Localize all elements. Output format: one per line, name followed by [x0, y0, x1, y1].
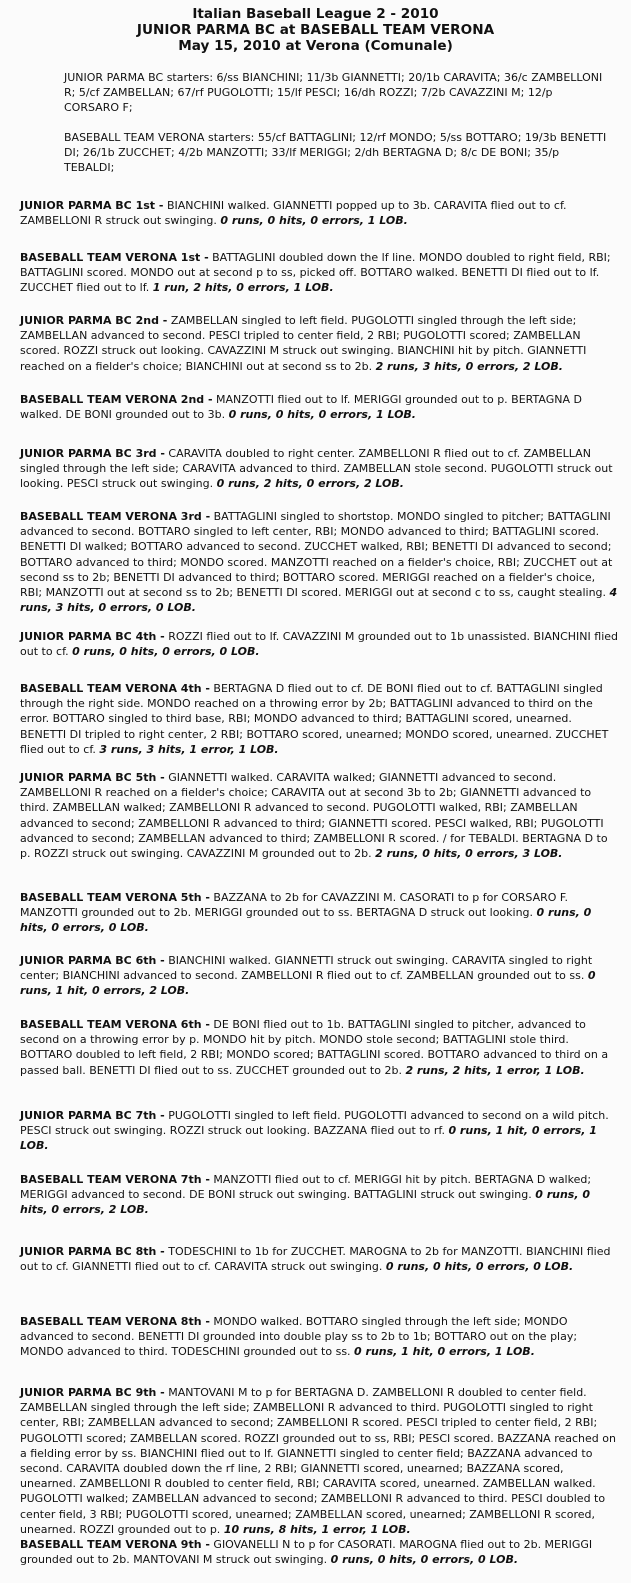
play-by-play: MANTOVANI M to p for BERTAGNA D. ZAMBELLONI R doubled to center field. ZAMBELLAN singled through the left side; ZAMBELLONI R advanced to third. PUGOLOTTI singled to right center, RBI; ZAMBELLAN advanced to second; ZAMBELLONI R scored. PESCI tripled to center field, 2 RBI; PUGOLOTTI scored; ZAMBELLAN scored. ROZZI grounded out to ss, RBI; PESCI scored. BAZZANA reached on a fielding error by ss. BIANCHINI flied out to lf. GIANNETTI singled to center field; BAZZANA advanced to second. CARAVITA doubled down the rf line, 2 RBI; GIANNETTI scored, unearned; BAZZANA scored, unearned. ZAMBELLONI R doubled to center field, RBI; CARAVITA scored, unearned. ZAMBELLAN walked. PUGOLOTTI walked; ZAMBELLAN advanced to second; ZAMBELLONI R advanced to third. PESCI doubled to center field, 3 RBI; PUGOLOTTI scored, unearned; ZAMBELLAN scored, unearned; ZAMBELLONI R scored, unearned. ROZZI grounded out to p.	[20, 1386, 616, 1536]
inning-summary: 1 run, 2 hits, 0 errors, 1 LOB.	[152, 281, 334, 295]
inning-summary: 3 runs, 3 hits, 1 error, 1 LOB.	[99, 742, 279, 756]
play-by-play: BATTAGLINI singled to shortstop. MONDO singled to pitcher; BATTAGLINI advanced to second. BOTTARO singled to left center, RBI; MONDO advanced to third; BATTAGLINI scored. BENETTI DI walked; BOTTARO advanced to second. ZUCCHET walked, RBI; BENETTI DI advanced to second; BOTTARO advanced to third; MONDO scored. MANZOTTI reached on a fielder's choice, RBI; ZUCCHET out at second ss to 2b; BENETTI DI advanced to third; BOTTARO scored. MERIGGI reached on a fielder's choice, RBI; MANZOTTI out at second ss to 2b; BENETTI DI scored. MERIGGI out at second c to ss, caught stealing.	[20, 510, 613, 600]
inning-summary: 0 runs, 0 hits, 0 errors, 1 LOB.	[220, 214, 408, 228]
inning-summary: 2 runs, 3 hits, 0 errors, 2 LOB.	[375, 359, 563, 373]
inning-team: BASEBALL TEAM VERONA 3rd -	[20, 510, 211, 523]
inning-entry	[20, 509, 618, 615]
play-by-play: CARAVITA doubled to right center. ZAMBELLONI R flied out to cf. ZAMBELLAN singled through the left side; CARAVITA advanced to third. ZAMBELLAN stole second. PUGOLOTTI struck out looking. PESCI struck out swinging.	[20, 447, 613, 491]
inning-team: BASEBALL TEAM VERONA 4th -	[20, 682, 210, 695]
inning-summary: 0 runs, 0 hits, 0 errors, 0 LOB.	[72, 645, 260, 659]
inning-entry	[20, 1385, 618, 1537]
inning-entry	[20, 392, 618, 422]
inning-entry	[20, 250, 618, 296]
inning-team: JUNIOR PARMA BC 1st -	[20, 199, 164, 212]
inning-team: BASEBALL TEAM VERONA 6th -	[20, 1018, 210, 1031]
inning-summary: 4 runs, 3 hits, 0 errors, 0 LOB.	[20, 586, 618, 615]
inning-entry	[20, 1017, 618, 1078]
inning-team: BASEBALL TEAM VERONA 2nd -	[20, 393, 213, 406]
inning-summary: 0 runs, 0 hits, 0 errors, 0 LOB.	[330, 1553, 519, 1567]
inning-team: JUNIOR PARMA BC 7th -	[20, 1109, 165, 1122]
inning-entry	[20, 313, 618, 374]
play-by-play: GIANNETTI walked. CARAVITA walked; GIANNETTI advanced to second. ZAMBELLONI R reached on a fielder's choice; CARAVITA out at second 3b to 2b; GIANNETTI advanced to third. ZAMBELLAN walked; ZAMBELLONI R advanced to second. PUGOLOTTI walked, RBI; ZAMBELLAN advanced to second; ZAMBELLONI R advanced to third; GIANNETTI scored. PESCI walked, RBI; PUGOLOTTI advanced to second; ZAMBELLAN advanced to third; ZAMBELLONI R scored. / for TEBALDI. BERTAGNA D to p. ROZZI struck out swinging. CAVAZZINI M grounded out to 2b.	[20, 771, 608, 861]
play-by-play: ZAMBELLAN singled to left field. PUGOLOTTI singled through the left side; ZAMBELLAN advanced to second. PESCI tripled to center field, 2 RBI; PUGOLOTTI scored; ZAMBELLAN scored. ROZZI struck out looking. CAVAZZINI M struck out swinging. BIANCHINI hit by pitch. GIANNETTI reached on a fielder's choice; BIANCHINI out at second ss to 2b.	[20, 314, 587, 373]
inning-summary: 0 runs, 0 hits, 0 errors, 2 LOB.	[20, 1188, 591, 1217]
inning-summary: 0 runs, 0 hits, 0 errors, 1 LOB.	[228, 408, 416, 422]
inning-entry	[20, 890, 618, 936]
inning-team: BASEBALL TEAM VERONA 7th -	[20, 1173, 210, 1186]
inning-summary: 0 runs, 1 hit, 0 errors, 2 LOB.	[20, 969, 596, 998]
inning-summary: 0 runs, 0 hits, 0 errors, 0 LOB.	[20, 906, 592, 935]
inning-team: JUNIOR PARMA BC 8th -	[20, 1245, 165, 1258]
inning-summary: 2 runs, 2 hits, 1 error, 1 LOB.	[405, 1063, 585, 1077]
inning-summary: 10 runs, 8 hits, 1 error, 1 LOB.	[223, 1522, 411, 1536]
inning-entry	[20, 1244, 618, 1274]
visitor-starters: JUNIOR PARMA BC starters: 6/ss BIANCHINI; 11/3b GIANNETTI; 20/1b CARAVITA; 36/c ZAMBELLONI R; 5/cf ZAMBELLAN; 67/rf PUGOLOTTI; 15/lf PESCI; 16/dh ROZZI; 7/2b CAVAZZINI M; 12/p CORSARO F;	[64, 71, 603, 115]
matchup-title: JUNIOR PARMA BC at BASEBALL TEAM VERONA	[136, 22, 495, 39]
inning-summary: 0 runs, 1 hit, 0 errors, 1 LOB.	[20, 1124, 597, 1153]
inning-team: BASEBALL TEAM VERONA 5th -	[20, 891, 210, 904]
inning-team: JUNIOR PARMA BC 2nd -	[20, 314, 168, 327]
inning-entry	[20, 770, 618, 861]
league-title: Italian Baseball League 2 - 2010	[192, 6, 439, 22]
play-by-play: DE BONI flied out to 1b. BATTAGLINI singled to pitcher, advanced to second on a throwing error by p. MONDO hit by pitch. MONDO stole second; BATTAGLINI stole third. BOTTARO doubled to left field, 2 RBI; MONDO scored; BATTAGLINI scored. BOTTARO advanced to third on a passed ball. BENETTI DI flied out to ss. ZUCCHET grounded out to 2b.	[20, 1018, 609, 1077]
play-by-play: GIOVANELLI N to p for CASORATI. MAROGNA flied out to 2b. MERIGGI grounded out to 2b. MANTOVANI M struck out swinging.	[20, 1538, 593, 1567]
inning-summary: 0 runs, 2 hits, 0 errors, 2 LOB.	[216, 477, 404, 491]
inning-summary: 0 runs, 0 hits, 0 errors, 0 LOB.	[385, 1260, 574, 1274]
play-by-play: MANZOTTI flied out to lf. MERIGGI grounded out to p. BERTAGNA D walked. DE BONI grounded out to 3b.	[20, 393, 582, 422]
play-by-play: BIANCHINI walked. GIANNETTI popped up to 3b. CARAVITA flied out to cf. ZAMBELLONI R struck out swinging.	[20, 199, 567, 228]
game-date-location: May 15, 2010 at Verona (Comunale)	[178, 38, 453, 55]
inning-team: JUNIOR PARMA BC 9th -	[20, 1386, 165, 1399]
play-by-play: BIANCHINI walked. GIANNETTI struck out swinging. CARAVITA singled to right center; BIANCHINI advanced to second. ZAMBELLONI R flied out to cf. ZAMBELLAN grounded out to ss.	[20, 954, 593, 983]
play-by-play: MONDO walked. BOTTARO singled through the left side; MONDO advanced to second. BENETTI DI grounded into double play ss to 2b to 1b; BOTTARO out on the play; MONDO advanced to third. TODESCHINI grounded out to ss.	[20, 1315, 578, 1359]
inning-team: JUNIOR PARMA BC 5th -	[20, 771, 165, 784]
inning-team: BASEBALL TEAM VERONA 9th -	[20, 1538, 210, 1551]
play-by-play: TODESCHINI to 1b for ZUCCHET. MAROGNA to 2b for MANZOTTI. BIANCHINI flied out to cf. GIANNETTI flied out to cf. CARAVITA struck out swinging.	[20, 1245, 611, 1274]
inning-entry	[20, 1108, 618, 1154]
inning-summary: 2 runs, 0 hits, 0 errors, 3 LOB.	[375, 847, 563, 861]
document-header	[0, 6, 631, 55]
inning-entry	[20, 629, 618, 659]
inning-entry	[20, 953, 618, 999]
inning-entry	[20, 681, 618, 757]
play-by-play: ROZZI flied out to lf. CAVAZZINI M grounded out to 1b unassisted. BIANCHINI flied out to cf.	[20, 630, 618, 659]
inning-summary: 0 runs, 1 hit, 0 errors, 1 LOB.	[354, 1345, 535, 1359]
inning-team: JUNIOR PARMA BC 6th -	[20, 954, 165, 967]
inning-entry	[20, 1314, 618, 1360]
inning-entry	[20, 198, 618, 228]
inning-entry	[20, 1537, 618, 1567]
play-by-play: PUGOLOTTI singled to left field. PUGOLOTTI advanced to second on a wild pitch. PESCI struck out swinging. ROZZI struck out looking. BAZZANA flied out to rf.	[20, 1109, 609, 1138]
play-by-play: BERTAGNA D flied out to cf. DE BONI flied out to cf. BATTAGLINI singled through the right side. MONDO reached on a throwing error by 2b; BATTAGLINI advanced to third on the error. BOTTARO singled to third base, RBI; MONDO advanced to third; BATTAGLINI scored, unearned. BENETTI DI tripled to right center, 2 RBI; BOTTARO scored, unearned; MONDO scored, unearned. ZUCCHET flied out to cf.	[20, 682, 609, 756]
home-starters: BASEBALL TEAM VERONA starters: 55/cf BATTAGLINI; 12/rf MONDO; 5/ss BOTTARO; 19/3b BENETTI DI; 26/1b ZUCCHET; 4/2b MANZOTTI; 33/lf MERIGGI; 2/dh BERTAGNA D; 8/c DE BONI; 35/p TEBALDI;	[64, 131, 607, 175]
play-by-play: BAZZANA to 2b for CAVAZZINI M. CASORATI to p for CORSARO F. MANZOTTI grounded out to 2b. MERIGGI grounded out to ss. BERTAGNA D struck out looking.	[20, 891, 568, 920]
inning-entry	[20, 446, 618, 492]
play-by-play: MANZOTTI flied out to cf. MERIGGI hit by pitch. BERTAGNA D walked; MERIGGI advanced to second. DE BONI struck out swinging. BATTAGLINI struck out swinging.	[20, 1173, 592, 1202]
inning-entry	[20, 1172, 618, 1218]
inning-team: BASEBALL TEAM VERONA 1st -	[20, 251, 209, 264]
play-by-play: BATTAGLINI doubled down the lf line. MONDO doubled to right field, RBI; BATTAGLINI scored. MONDO out at second p to ss, picked off. BOTTARO walked. BENETTI DI flied out to lf. ZUCCHET flied out to lf.	[20, 251, 611, 295]
inning-team: JUNIOR PARMA BC 3rd -	[20, 447, 165, 460]
inning-team: BASEBALL TEAM VERONA 8th -	[20, 1315, 210, 1328]
inning-team: JUNIOR PARMA BC 4th -	[20, 630, 165, 643]
